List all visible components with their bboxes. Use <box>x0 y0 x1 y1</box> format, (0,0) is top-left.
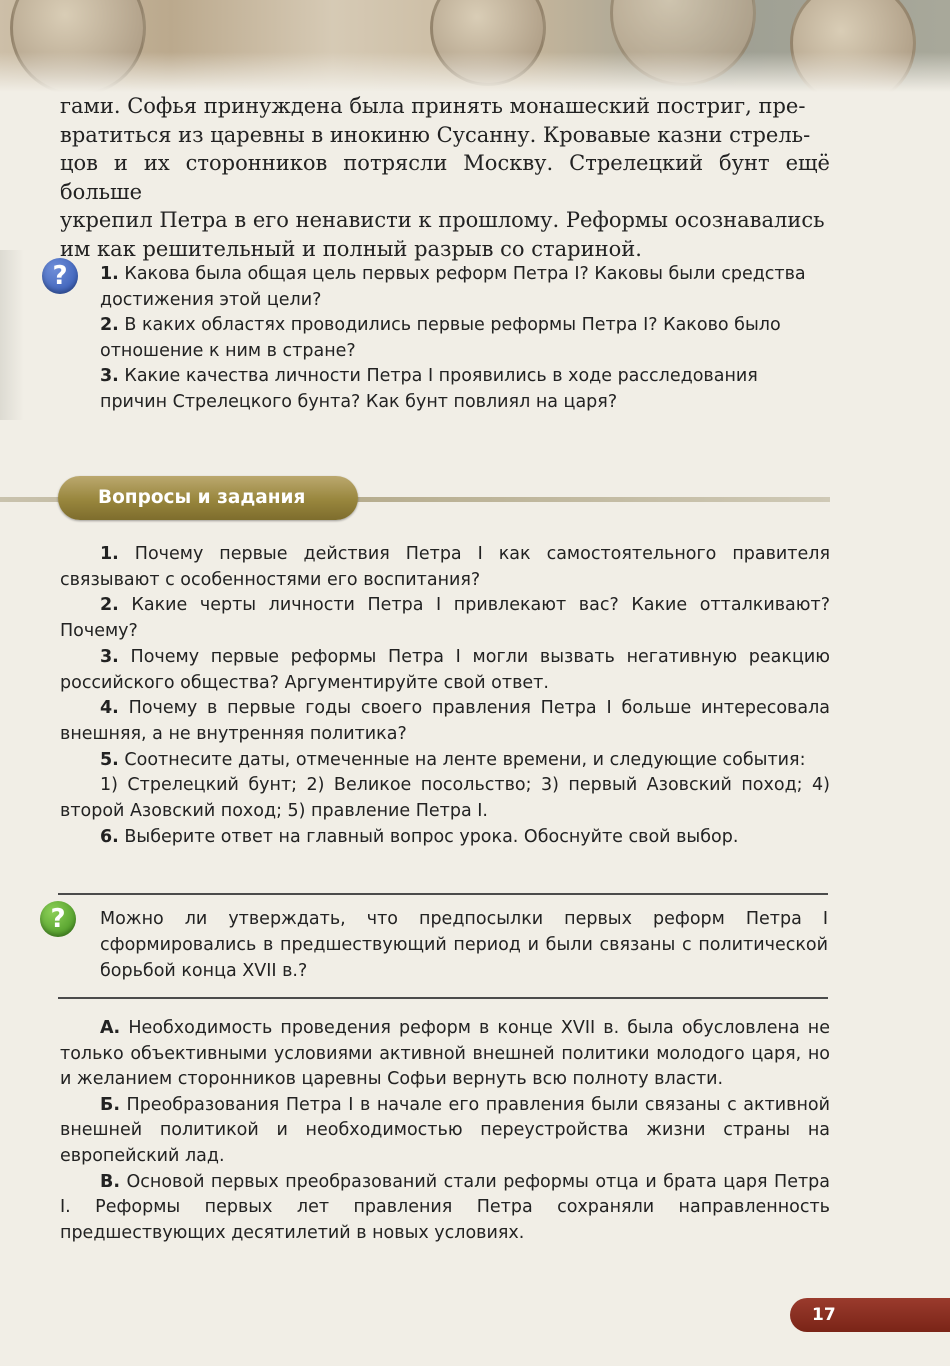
page-number: 17 <box>812 1305 836 1325</box>
task-item: 6. Выберите ответ на главный вопрос урока. Обоснуйте свой выбор. <box>100 826 739 847</box>
question-mark-icon: ? <box>42 258 78 294</box>
task-item: 2. Какие черты личности Петра I привлекают вас? Какие отталкивают? Почему? <box>60 595 830 642</box>
coin-portrait-icon <box>790 0 916 92</box>
answer-option: В. Основой первых преобразований стали реформы отца и брата царя Петра I. Реформы первых лет правления Петра сохраняли направленность предшествующих десятилетий в новых условиях. <box>60 1171 830 1243</box>
intro-line: цов и их сторонников потрясли Москву. Стрелецкий бунт ещё больше <box>60 151 830 204</box>
check-question: 3. Какие качества личности Петра I проявились в ходе расследования причин Стрелецкого бунта? Как бунт повлиял на царя? <box>100 366 758 412</box>
intro-paragraph <box>60 92 830 263</box>
tasks-list <box>60 542 830 850</box>
margin-decoration <box>0 250 24 420</box>
answer-option: А. Необходимость проведения реформ в конце XVII в. была обусловлена не только объективными условиями активной внешней политики молодого царя, но и желанием сторонников царевны Софьи вернуть всю полноту власти. <box>60 1018 830 1090</box>
divider-bottom <box>58 997 828 999</box>
intro-line: им как решительный и полный разрыв со стариной. <box>60 236 642 261</box>
answer-option: Б. Преобразования Петра I в начале его правления были связаны с активной внешней политикой и необходимостью переустройства жизни страны на европейский лад. <box>60 1094 830 1166</box>
check-question: 2. В каких областях проводились первые реформы Петра I? Каково было отношение к ним в стране? <box>100 315 781 361</box>
problem-question: Можно ли утверждать, что предпосылки первых реформ Петра I сформировались в предшествующий период и были связаны с политической борьбой конца XVII в.? <box>100 909 828 981</box>
check-questions <box>100 262 830 416</box>
task-item-events: 1) Стрелецкий бунт; 2) Великое посольство; 3) первый Азовский поход; 4) второй Азовский поход; 5) правление Петра I. <box>60 775 830 822</box>
intro-line: укрепил Петра в его ненависти к прошлому. Реформы осознавались <box>60 208 825 232</box>
page-number-tab <box>790 1298 950 1332</box>
question-mark-icon: ? <box>40 901 76 937</box>
intro-line: гами. Софья принуждена была принять монашеский постриг, пре- <box>60 94 806 118</box>
coin-portrait-icon <box>10 0 146 92</box>
coin-icon <box>610 0 756 86</box>
task-item: 4. Почему в первые годы своего правления Петра I больше интересовала внешняя, а не внутренняя политика? <box>60 698 830 744</box>
coin-icon <box>430 0 546 86</box>
divider-top <box>58 893 828 895</box>
header-banner-illustration <box>0 0 950 92</box>
task-item: 3. Почему первые реформы Петра I могли вызвать негативную реакцию российского общества? Аргументируйте свой ответ. <box>60 646 830 693</box>
section-header-tab <box>58 476 358 520</box>
section-title: Вопросы и задания <box>98 487 306 508</box>
check-question: 1. Какова была общая цель первых реформ Петра I? Каковы были средства достижения этой цели? <box>100 264 806 310</box>
intro-line: вратиться из царевны в инокиню Сусанну. Кровавые казни стрель- <box>60 122 811 147</box>
task-item: 5. Соотнесите даты, отмеченные на ленте времени, и следующие события: <box>100 749 806 770</box>
answer-options <box>60 1016 830 1246</box>
task-item: 1. Почему первые действия Петра I как самостоятельного правителя связывают с особенностями его воспитания? <box>60 544 830 590</box>
